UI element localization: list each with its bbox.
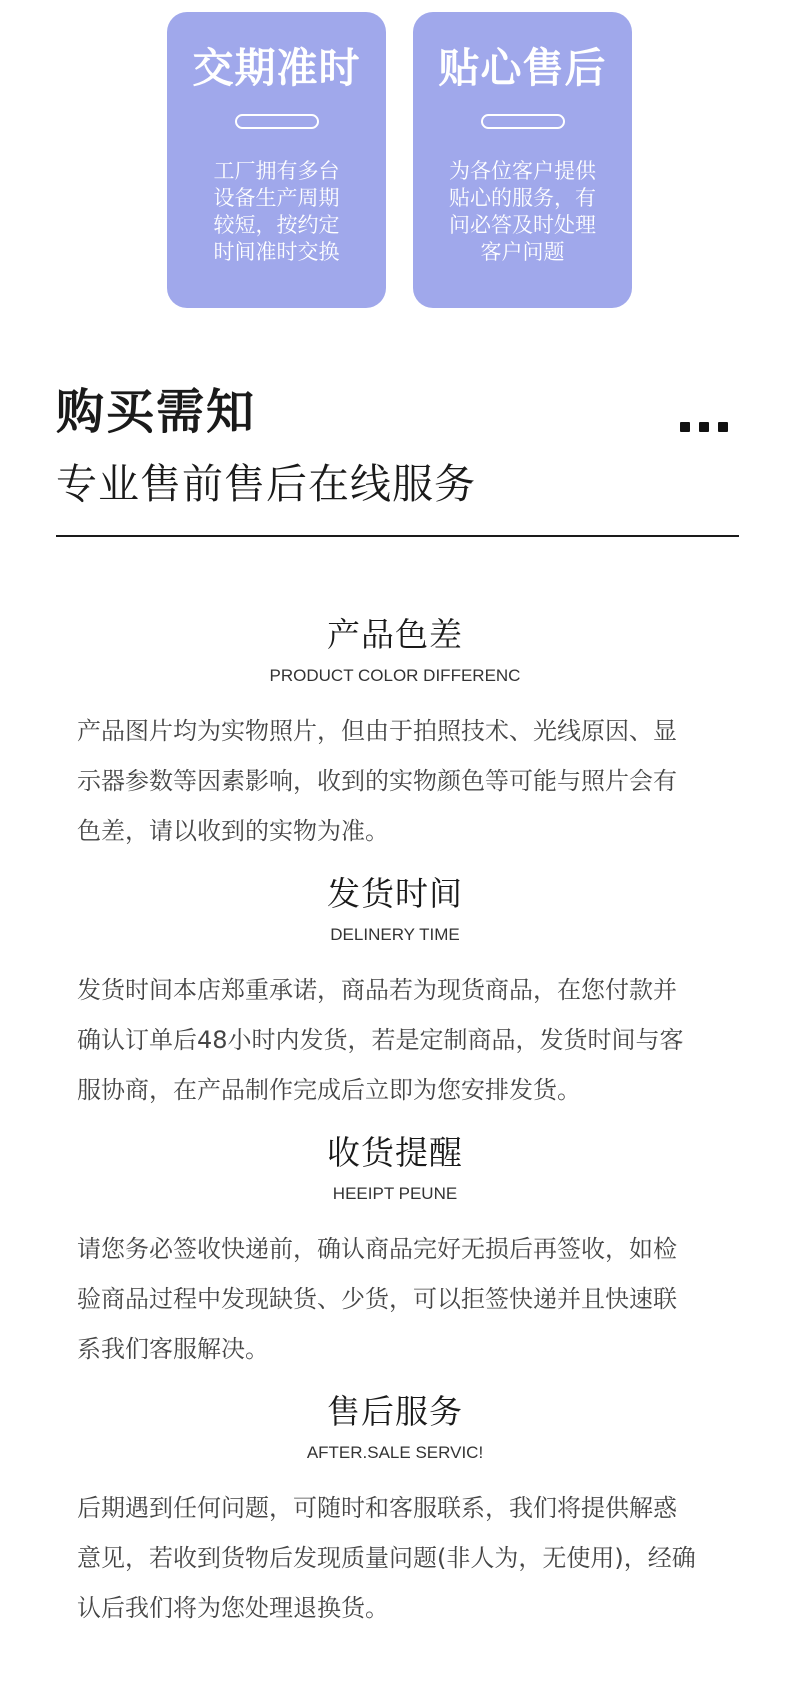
- feature-card-after-sales: [413, 12, 632, 308]
- section-body: [77, 1224, 737, 1374]
- divider: [56, 535, 739, 537]
- body-line: 意见，若收到货物后发现质量问题(非人为，无使用)，经确: [77, 1544, 696, 1572]
- pill-divider: [481, 114, 565, 129]
- section-english-title: HEEIPT PEUNE: [332, 1184, 458, 1203]
- card-description-line: 贴心的服务，有: [449, 186, 596, 210]
- card-description-line: 问必答及时处理: [449, 213, 596, 237]
- dot: [680, 422, 690, 432]
- card-title: 贴心售后: [438, 44, 607, 92]
- card-description: [413, 158, 632, 266]
- body-line: 系我们客服解决。: [77, 1335, 269, 1363]
- dot: [699, 422, 709, 432]
- body-line: 示器参数等因素影响，收到的实物颜色等可能与照片会有: [77, 767, 677, 795]
- section-english-title: PRODUCT COLOR DIFFERENC: [269, 666, 521, 685]
- feature-cards: [0, 12, 790, 308]
- card-description-line: 为各位客户提供: [449, 159, 596, 183]
- purchase-notice-title: 购买需知: [56, 384, 257, 440]
- purchase-notice-subtitle: 专业售前售后在线服务: [56, 460, 476, 508]
- card-description-line: 客户问题: [480, 240, 565, 264]
- section-english-title: DELINERY TIME: [330, 925, 460, 944]
- section-title: 售后服务: [327, 1392, 463, 1431]
- body-line: 后期遇到任何问题，可随时和客服联系，我们将提供解惑: [77, 1494, 677, 1522]
- section-body: [77, 965, 737, 1115]
- dot: [718, 422, 728, 432]
- section-body: [77, 706, 737, 856]
- card-description: [167, 158, 386, 266]
- body-line: 色差，请以收到的实物为准。: [77, 817, 389, 845]
- body-line: 发货时间本店郑重承诺，商品若为现货商品，在您付款并: [77, 976, 677, 1004]
- section-title: 产品色差: [327, 615, 463, 654]
- body-line: 产品图片均为实物照片，但由于拍照技术、光线原因、显: [77, 717, 677, 745]
- card-description-line: 时间准时交换: [213, 240, 340, 264]
- card-title: 交期准时: [192, 44, 361, 92]
- pill-divider: [235, 114, 319, 129]
- body-line: 请您务必签收快递前，确认商品完好无损后再签收，如检: [77, 1235, 677, 1263]
- feature-card-on-time-delivery: [167, 12, 386, 308]
- ellipsis-icon: [680, 422, 730, 434]
- body-line: 验商品过程中发现缺货、少货，可以拒签快递并且快速联: [77, 1285, 677, 1313]
- card-description-line: 工厂拥有多台: [213, 159, 340, 183]
- card-description-line: 较短，按约定: [213, 213, 340, 237]
- body-line: 确认订单后48小时内发货，若是定制商品，发货时间与客: [77, 1026, 684, 1054]
- body-line: 认后我们将为您处理退换货。: [77, 1594, 389, 1622]
- card-description-line: 设备生产周期: [213, 186, 340, 210]
- section-title: 发货时间: [327, 874, 463, 913]
- section-title: 收货提醒: [327, 1133, 463, 1172]
- body-line: 服协商，在产品制作完成后立即为您安排发货。: [77, 1076, 581, 1104]
- section-body: [77, 1483, 737, 1633]
- section-english-title: AFTER.SALE SERVIC!: [306, 1443, 484, 1462]
